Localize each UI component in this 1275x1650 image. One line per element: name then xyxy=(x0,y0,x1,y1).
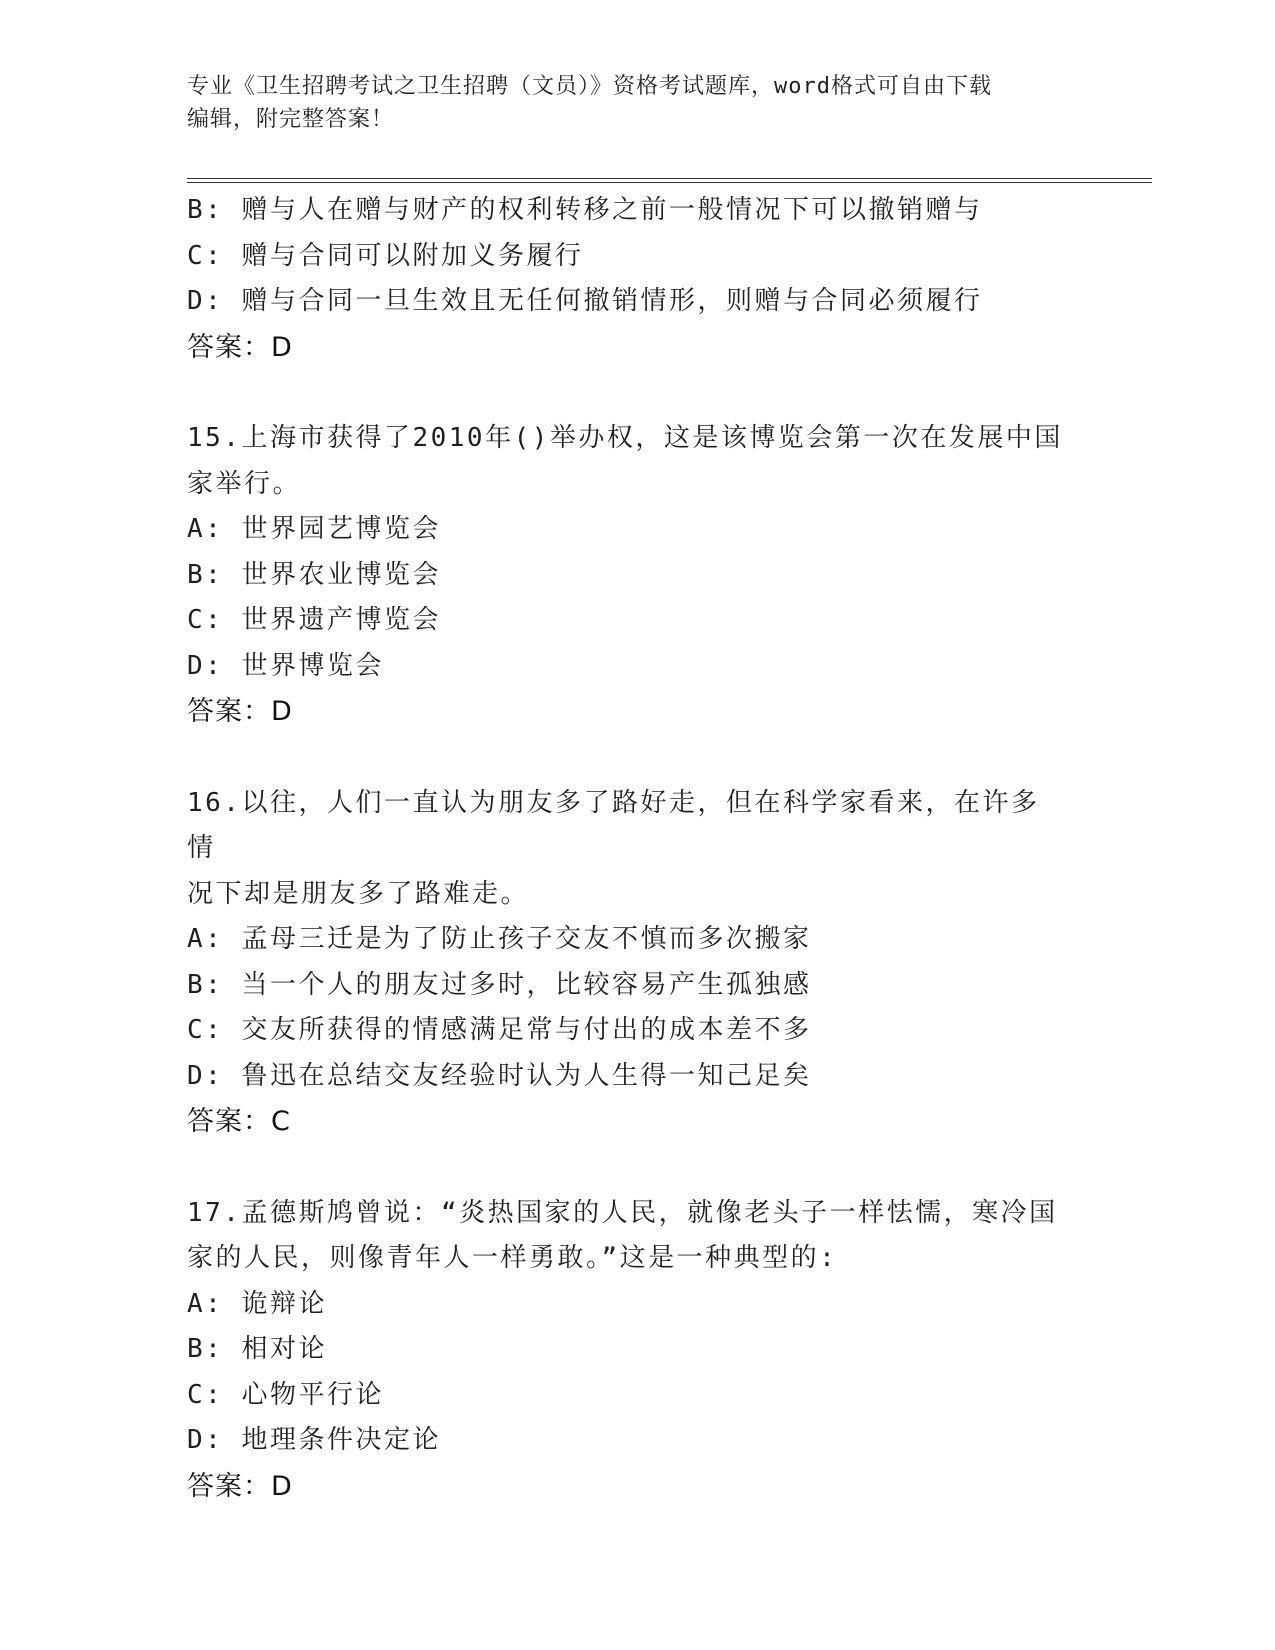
q17-option-b: B: 相对论 xyxy=(187,1334,327,1364)
document-header xyxy=(187,70,1067,136)
question-17 xyxy=(187,1191,1087,1510)
q15-option-a: A: 世界园艺博览会 xyxy=(187,514,441,544)
q14-option-b: B: 赠与人在赠与财产的权利转移之前一般情况下可以撤销赠与 xyxy=(187,195,983,225)
question-list xyxy=(187,188,1087,1509)
q16-stem-line-1: 16.以往，人们一直认为朋友多了路好走，但在科学家看来，在许多情 xyxy=(187,787,1040,863)
question-15 xyxy=(187,416,1087,735)
header-line-2: 编辑，附完整答案！ xyxy=(187,107,395,132)
q15-option-c: C: 世界遗产博览会 xyxy=(187,605,441,635)
q16-option-a: A: 孟母三迁是为了防止孩子交友不慎而多次搬家 xyxy=(187,924,812,954)
q15-answer: 答案：D xyxy=(187,696,293,727)
spacer xyxy=(187,735,1087,781)
q15-option-d: D: 世界博览会 xyxy=(187,650,384,681)
q15-stem-line-2: 家举行。 xyxy=(187,468,302,499)
question-16 xyxy=(187,781,1087,1145)
q15-stem xyxy=(187,416,1067,507)
q15-stem-line-1: 15.上海市获得了2010年()举办权，这是该博览会第一次在发展中国 xyxy=(187,423,1063,453)
q14-answer: 答案：D xyxy=(187,331,293,363)
spacer xyxy=(187,370,1087,416)
q17-answer: 答案：D xyxy=(187,1470,293,1502)
q17-stem-line-1: 17.孟德斯鸠曾说：“炎热国家的人民，就像老头子一样怯懦，寒冷国 xyxy=(187,1197,1058,1228)
header-line-1: 专业《卫生招聘考试之卫生招聘（文员）》资格考试题库，word格式可自由下载 xyxy=(187,74,992,99)
q15-option-b: B: 世界农业博览会 xyxy=(187,559,441,590)
q16-stem-line-2: 况下却是朋友多了路难走。 xyxy=(187,878,530,909)
q17-option-a: A: 诡辩论 xyxy=(187,1288,327,1319)
q17-option-c: C: 心物平行论 xyxy=(187,1379,384,1410)
question-14 xyxy=(187,188,1087,370)
q16-answer: 答案：C xyxy=(187,1106,291,1137)
q16-stem xyxy=(187,781,1067,918)
q17-option-d: D: 地理条件决定论 xyxy=(187,1425,441,1455)
q14-option-c: C: 赠与合同可以附加义务履行 xyxy=(187,240,584,271)
spacer xyxy=(187,1145,1087,1191)
q16-option-b: B: 当一个人的朋友过多时，比较容易产生孤独感 xyxy=(187,969,812,1000)
q17-stem xyxy=(187,1191,1067,1282)
q16-option-d: D: 鲁迅在总结交友经验时认为人生得一知己足矣 xyxy=(187,1060,812,1091)
header-divider-bottom xyxy=(187,182,1152,183)
q17-stem-line-2: 家的人民，则像青年人一样勇敢。”这是一种典型的: xyxy=(187,1243,838,1273)
header-divider-top xyxy=(187,178,1152,179)
q16-option-c: C: 交友所获得的情感满足常与付出的成本差不多 xyxy=(187,1015,812,1045)
q14-option-d: D: 赠与合同一旦生效且无任何撤销情形，则赠与合同必须履行 xyxy=(187,286,983,316)
